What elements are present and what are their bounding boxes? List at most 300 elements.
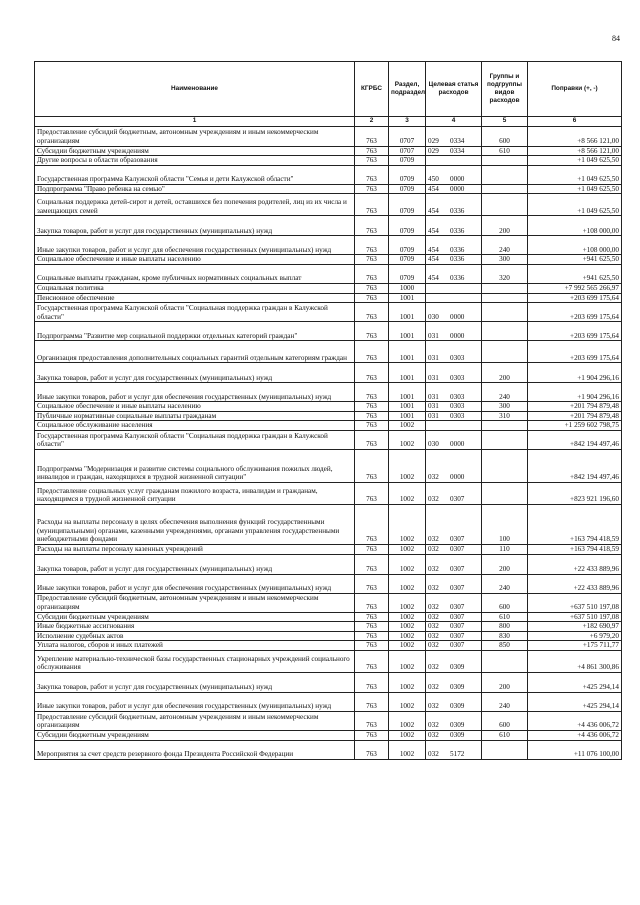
target-direction: 0000	[450, 184, 465, 193]
section-code: 1001	[389, 402, 426, 412]
item-name: Мероприятия за счет средств резервного фонда Президента Российской Федерации	[35, 740, 355, 759]
target-direction: 0303	[450, 411, 465, 420]
target-program: 032	[428, 602, 439, 611]
target-article	[426, 421, 482, 431]
section-code: 1000	[389, 283, 426, 293]
target-program: 454	[428, 274, 439, 283]
target-direction: 0336	[450, 245, 465, 254]
item-name: Иные закупки товаров, работ и услуг для обеспечения государственных (муниципальных) нужд	[35, 383, 355, 402]
target-program: 032	[428, 473, 439, 482]
item-name: Подпрограмма "Модернизация и развитие системы социального обслуживания пожилых людей, инвалидов и граждан, находящихся в трудной жизненной ситуации"	[35, 449, 355, 482]
target-program: 450	[428, 175, 439, 184]
column-number-row	[35, 117, 622, 127]
amendment-amount: +201 794 879,48	[528, 411, 622, 421]
ktrbs-code: 763	[355, 711, 389, 730]
table-row	[35, 672, 622, 692]
expense-group	[482, 650, 528, 672]
ktrbs-code: 763	[355, 146, 389, 156]
target-article	[426, 236, 482, 255]
ktrbs-code: 763	[355, 303, 389, 322]
expense-group: 850	[482, 641, 528, 651]
target-article	[426, 574, 482, 593]
expense-group: 200	[482, 363, 528, 383]
ktrbs-code: 763	[355, 194, 389, 216]
ktrbs-code: 763	[355, 411, 389, 421]
column-number: 5	[482, 117, 528, 127]
expense-group	[482, 303, 528, 322]
section-code: 1002	[389, 544, 426, 554]
section-code: 0709	[389, 255, 426, 265]
target-program: 454	[428, 184, 439, 193]
target-article	[426, 184, 482, 194]
ktrbs-code: 763	[355, 126, 389, 146]
table-row	[35, 165, 622, 184]
target-direction: 0307	[450, 583, 465, 592]
expense-group: 240	[482, 236, 528, 255]
expense-group: 800	[482, 622, 528, 632]
header-ktrbs: КГРБС	[355, 62, 389, 117]
item-name: Государственная программа Калужской области "Семья и дети Калужской области"	[35, 165, 355, 184]
item-name: Государственная программа Калужской области "Социальная поддержка граждан в Калужской области"	[35, 303, 355, 322]
table-row	[35, 156, 622, 166]
column-number: 3	[389, 117, 426, 127]
target-program: 032	[428, 641, 439, 650]
section-code: 0709	[389, 264, 426, 283]
table-row	[35, 574, 622, 593]
item-name: Публичные нормативные социальные выплаты гражданам	[35, 411, 355, 421]
expense-group: 110	[482, 544, 528, 554]
target-article	[426, 692, 482, 711]
expense-group	[482, 165, 528, 184]
target-direction: 0303	[450, 373, 465, 382]
column-number: 1	[35, 117, 355, 127]
target-article	[426, 402, 482, 412]
item-name: Расходы на выплаты персоналу в целях обеспечения выполнения функций государственными (муниципальными) органами, казенными учреждениями, органами управления государственными внебюджетными фондами	[35, 504, 355, 544]
target-direction: 0309	[450, 702, 465, 711]
amendment-amount: +1 049 625,50	[528, 156, 622, 166]
table-row	[35, 544, 622, 554]
amendment-amount: +203 699 175,64	[528, 341, 622, 363]
expense-group	[482, 482, 528, 504]
table-row	[35, 641, 622, 651]
amendment-amount: +8 566 121,00	[528, 126, 622, 146]
item-name: Другие вопросы в области образования	[35, 156, 355, 166]
expense-group: 240	[482, 574, 528, 593]
expense-group	[482, 194, 528, 216]
target-article	[426, 631, 482, 641]
target-article	[426, 303, 482, 322]
ktrbs-code: 763	[355, 264, 389, 283]
expense-group: 610	[482, 612, 528, 622]
amendment-amount: +637 510 197,08	[528, 612, 622, 622]
table-row	[35, 650, 622, 672]
target-article	[426, 264, 482, 283]
section-code: 1001	[389, 363, 426, 383]
target-article	[426, 672, 482, 692]
target-direction: 0307	[450, 631, 465, 640]
expense-group	[482, 430, 528, 449]
amendment-amount: +108 000,00	[528, 216, 622, 236]
ktrbs-code: 763	[355, 236, 389, 255]
item-name: Исполнение судебных актов	[35, 631, 355, 641]
amendment-amount: +182 690,97	[528, 622, 622, 632]
table-row	[35, 421, 622, 431]
amendment-amount: +1 904 296,16	[528, 363, 622, 383]
amendment-amount: +637 510 197,08	[528, 593, 622, 612]
section-code: 1001	[389, 322, 426, 341]
target-direction: 0309	[450, 721, 465, 730]
target-direction: 0000	[450, 175, 465, 184]
ktrbs-code: 763	[355, 283, 389, 293]
ktrbs-code: 763	[355, 730, 389, 740]
amendment-amount: +163 794 418,59	[528, 504, 622, 544]
amendment-amount: +7 992 565 266,97	[528, 283, 622, 293]
ktrbs-code: 763	[355, 482, 389, 504]
section-code: 1002	[389, 631, 426, 641]
amendment-amount: +203 699 175,64	[528, 293, 622, 303]
table-row	[35, 730, 622, 740]
amendment-amount: +1 049 625,50	[528, 165, 622, 184]
section-code: 1001	[389, 293, 426, 303]
expense-group: 100	[482, 504, 528, 544]
amendment-amount: +203 699 175,64	[528, 303, 622, 322]
target-direction: 0000	[450, 331, 465, 340]
amendment-amount: +1 049 625,50	[528, 184, 622, 194]
target-article	[426, 411, 482, 421]
target-article	[426, 650, 482, 672]
target-program: 031	[428, 353, 439, 362]
header-groups: Группы и подгруппы видов расходов	[482, 62, 528, 117]
table-row	[35, 593, 622, 612]
amendment-amount: +22 433 889,96	[528, 554, 622, 574]
section-code: 0709	[389, 165, 426, 184]
target-direction: 0000	[450, 473, 465, 482]
ktrbs-code: 763	[355, 574, 389, 593]
ktrbs-code: 763	[355, 641, 389, 651]
target-article	[426, 165, 482, 184]
table-row	[35, 126, 622, 146]
amendment-amount: +8 566 121,00	[528, 146, 622, 156]
expense-group: 610	[482, 730, 528, 740]
amendment-amount: +4 436 006,72	[528, 711, 622, 730]
table-body	[35, 126, 622, 759]
target-direction: 5172	[450, 749, 465, 758]
table-row	[35, 146, 622, 156]
target-direction: 0307	[450, 602, 465, 611]
target-article	[426, 322, 482, 341]
target-direction: 0303	[450, 353, 465, 362]
target-direction: 0307	[450, 564, 465, 573]
amendment-amount: +108 000,00	[528, 236, 622, 255]
section-code: 1002	[389, 430, 426, 449]
section-code: 1002	[389, 672, 426, 692]
table-row	[35, 711, 622, 730]
item-name: Расходы на выплаты персоналу казенных учреждений	[35, 544, 355, 554]
ktrbs-code: 763	[355, 631, 389, 641]
ktrbs-code: 763	[355, 672, 389, 692]
target-program: 454	[428, 245, 439, 254]
target-program: 031	[428, 331, 439, 340]
table-row	[35, 631, 622, 641]
target-article	[426, 612, 482, 622]
table-row	[35, 411, 622, 421]
amendment-amount: +163 794 418,59	[528, 544, 622, 554]
header-row	[35, 62, 622, 117]
target-direction: 0303	[450, 402, 465, 411]
section-code: 1002	[389, 482, 426, 504]
target-direction: 0307	[450, 535, 465, 544]
item-name: Укрепление материально-технической базы государственных стационарных учреждений социального обслуживания	[35, 650, 355, 672]
item-name: Иные закупки товаров, работ и услуг для обеспечения государственных (муниципальных) нужд	[35, 692, 355, 711]
table-row	[35, 622, 622, 632]
target-article	[426, 194, 482, 216]
expense-group	[482, 156, 528, 166]
section-code: 1002	[389, 574, 426, 593]
table-row	[35, 341, 622, 363]
expense-group: 320	[482, 264, 528, 283]
amendment-amount: +1 904 296,16	[528, 383, 622, 402]
expense-group	[482, 293, 528, 303]
ktrbs-code: 763	[355, 402, 389, 412]
section-code: 0707	[389, 146, 426, 156]
item-name: Социальная поддержка детей-сирот и детей, оставшихся без попечения родителей, лиц из их числа и замещающих семей	[35, 194, 355, 216]
target-article	[426, 293, 482, 303]
ktrbs-code: 763	[355, 184, 389, 194]
target-direction: 0309	[450, 663, 465, 672]
ktrbs-code: 763	[355, 363, 389, 383]
amendment-amount: +4 436 006,72	[528, 730, 622, 740]
header-target: Целевая статья расходов	[426, 62, 482, 117]
amendment-amount: +941 625,50	[528, 255, 622, 265]
item-name: Иные закупки товаров, работ и услуг для обеспечения государственных (муниципальных) нужд	[35, 574, 355, 593]
item-name: Предоставление субсидий бюджетным, автономным учреждениям и иным некоммерческим организациям	[35, 593, 355, 612]
ktrbs-code: 763	[355, 504, 389, 544]
target-article	[426, 482, 482, 504]
target-article	[426, 363, 482, 383]
target-direction: 0336	[450, 255, 465, 264]
ktrbs-code: 763	[355, 430, 389, 449]
item-name: Государственная программа Калужской области "Социальная поддержка граждан в Калужской области"	[35, 430, 355, 449]
target-program: 032	[428, 631, 439, 640]
table-row	[35, 740, 622, 759]
table-row	[35, 293, 622, 303]
expense-group	[482, 341, 528, 363]
target-direction: 0303	[450, 392, 465, 401]
target-program: 031	[428, 402, 439, 411]
section-code: 0707	[389, 126, 426, 146]
amendment-amount: +425 294,14	[528, 692, 622, 711]
ktrbs-code: 763	[355, 421, 389, 431]
header-section: Раздел, подраздел	[389, 62, 426, 117]
target-article	[426, 430, 482, 449]
target-direction: 0000	[450, 312, 465, 321]
table-row	[35, 216, 622, 236]
ktrbs-code: 763	[355, 449, 389, 482]
target-article	[426, 740, 482, 759]
amendment-amount: +201 794 879,48	[528, 402, 622, 412]
item-name: Субсидии бюджетным учреждениям	[35, 730, 355, 740]
table-row	[35, 449, 622, 482]
target-direction: 0307	[450, 612, 465, 621]
table-row	[35, 554, 622, 574]
target-program: 031	[428, 392, 439, 401]
target-program: 032	[428, 583, 439, 592]
target-program: 454	[428, 255, 439, 264]
section-code: 1002	[389, 740, 426, 759]
target-program: 032	[428, 702, 439, 711]
item-name: Пенсионное обеспечение	[35, 293, 355, 303]
target-program: 032	[428, 721, 439, 730]
target-program: 032	[428, 622, 439, 631]
target-article	[426, 283, 482, 293]
target-program: 029	[428, 146, 439, 155]
table-row	[35, 236, 622, 255]
item-name: Закупка товаров, работ и услуг для государственных (муниципальных) нужд	[35, 554, 355, 574]
item-name: Иные закупки товаров, работ и услуг для обеспечения государственных (муниципальных) нужд	[35, 236, 355, 255]
section-code: 1002	[389, 593, 426, 612]
target-program: 030	[428, 440, 439, 449]
section-code: 1002	[389, 421, 426, 431]
target-program: 029	[428, 137, 439, 145]
item-name: Закупка товаров, работ и услуг для государственных (муниципальных) нужд	[35, 672, 355, 692]
section-code: 0709	[389, 194, 426, 216]
ktrbs-code: 763	[355, 650, 389, 672]
item-name: Субсидии бюджетным учреждениям	[35, 612, 355, 622]
section-code: 1002	[389, 449, 426, 482]
expense-group: 600	[482, 711, 528, 730]
target-direction: 0309	[450, 683, 465, 692]
target-program: 032	[428, 749, 439, 758]
table-row	[35, 612, 622, 622]
target-article	[426, 730, 482, 740]
section-code: 1002	[389, 650, 426, 672]
item-name: Предоставление социальных услуг гражданам пожилого возраста, инвалидам и гражданам, находящимся в трудной жизненной ситуации	[35, 482, 355, 504]
ktrbs-code: 763	[355, 383, 389, 402]
target-direction: 0336	[450, 274, 465, 283]
target-article	[426, 544, 482, 554]
table-row	[35, 482, 622, 504]
section-code: 1002	[389, 622, 426, 632]
target-article	[426, 146, 482, 156]
amendment-amount: +425 294,14	[528, 672, 622, 692]
section-code: 1002	[389, 504, 426, 544]
target-article	[426, 383, 482, 402]
ktrbs-code: 763	[355, 293, 389, 303]
item-name: Закупка товаров, работ и услуг для государственных (муниципальных) нужд	[35, 216, 355, 236]
expense-group: 200	[482, 554, 528, 574]
expense-group: 240	[482, 692, 528, 711]
amendment-amount: +842 194 497,46	[528, 449, 622, 482]
item-name: Социальная политика	[35, 283, 355, 293]
target-program: 032	[428, 730, 439, 739]
expense-group	[482, 184, 528, 194]
item-name: Подпрограмма "Развитие мер социальной поддержки отдельных категорий граждан"	[35, 322, 355, 341]
target-program: 454	[428, 226, 439, 235]
target-article	[426, 255, 482, 265]
target-program: 032	[428, 683, 439, 692]
expense-group	[482, 421, 528, 431]
section-code: 1001	[389, 341, 426, 363]
ktrbs-code: 763	[355, 544, 389, 554]
item-name: Социальное обеспечение и иные выплаты населению	[35, 255, 355, 265]
amendment-amount: +11 076 100,00	[528, 740, 622, 759]
section-code: 1002	[389, 641, 426, 651]
target-article	[426, 449, 482, 482]
target-direction: 0336	[450, 226, 465, 235]
target-article	[426, 216, 482, 236]
expense-group: 200	[482, 672, 528, 692]
expense-group	[482, 449, 528, 482]
target-direction: 0334	[450, 137, 465, 145]
ktrbs-code: 763	[355, 322, 389, 341]
item-name: Социальные выплаты гражданам, кроме публичных нормативных социальных выплат	[35, 264, 355, 283]
item-name: Предоставление субсидий бюджетным, автономным учреждениям и иным некоммерческим организациям	[35, 711, 355, 730]
table-row	[35, 363, 622, 383]
target-article	[426, 641, 482, 651]
ktrbs-code: 763	[355, 156, 389, 166]
target-program: 031	[428, 411, 439, 420]
target-direction: 0336	[450, 206, 465, 215]
expense-group: 300	[482, 255, 528, 265]
item-name: Подпрограмма "Право ребенка на семью"	[35, 184, 355, 194]
target-article	[426, 341, 482, 363]
ktrbs-code: 763	[355, 255, 389, 265]
amendment-amount: +823 921 196,60	[528, 482, 622, 504]
section-code: 1001	[389, 383, 426, 402]
target-direction: 0307	[450, 495, 465, 504]
target-article	[426, 593, 482, 612]
target-article	[426, 156, 482, 166]
ktrbs-code: 763	[355, 216, 389, 236]
section-code: 1001	[389, 303, 426, 322]
target-program: 032	[428, 544, 439, 553]
amendment-amount: +6 979,20	[528, 631, 622, 641]
item-name: Закупка товаров, работ и услуг для государственных (муниципальных) нужд	[35, 363, 355, 383]
ktrbs-code: 763	[355, 612, 389, 622]
section-code: 1002	[389, 730, 426, 740]
amendment-amount: +842 194 497,46	[528, 430, 622, 449]
target-article	[426, 126, 482, 146]
expense-group: 600	[482, 593, 528, 612]
expense-group: 300	[482, 402, 528, 412]
table-row	[35, 402, 622, 412]
section-code: 0709	[389, 236, 426, 255]
section-code: 1002	[389, 554, 426, 574]
ktrbs-code: 763	[355, 740, 389, 759]
table-row	[35, 303, 622, 322]
item-name: Уплата налогов, сборов и иных платежей	[35, 641, 355, 651]
ktrbs-code: 763	[355, 692, 389, 711]
amendment-amount: +22 433 889,96	[528, 574, 622, 593]
section-code: 1001	[389, 411, 426, 421]
section-code: 1002	[389, 612, 426, 622]
expense-group: 830	[482, 631, 528, 641]
section-code: 1002	[389, 692, 426, 711]
header-name: Наименование	[35, 62, 355, 117]
target-program: 032	[428, 535, 439, 544]
target-direction: 0334	[450, 146, 465, 155]
header-amendments: Поправки (+, -)	[528, 62, 622, 117]
target-program: 032	[428, 612, 439, 621]
column-number: 4	[426, 117, 482, 127]
target-program: 454	[428, 206, 439, 215]
expense-group: 200	[482, 216, 528, 236]
item-name: Социальное обеспечение и иные выплаты населению	[35, 402, 355, 412]
target-article	[426, 711, 482, 730]
item-name: Организация предоставления дополнительных социальных гарантий отдельным категориям граждан	[35, 341, 355, 363]
item-name: Предоставление субсидий бюджетным, автономным учреждениям и иным некоммерческим организациям	[35, 126, 355, 146]
budget-amendments-table	[34, 61, 622, 760]
